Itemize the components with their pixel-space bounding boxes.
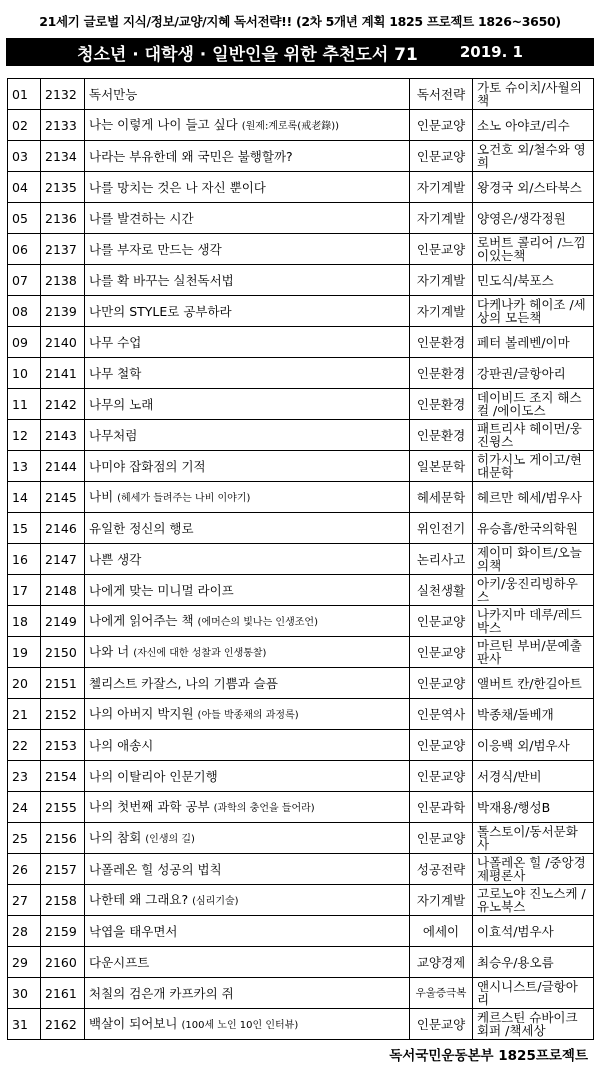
row-number: 12 [8, 420, 41, 451]
row-number: 06 [8, 234, 41, 265]
table-row [8, 854, 594, 885]
book-code: 2155 [41, 792, 85, 823]
book-title-cell [85, 420, 410, 451]
book-author-publisher: 강판권/글항아리 [473, 358, 594, 389]
book-category: 인문교양 [410, 668, 473, 699]
book-category: 인문교양 [410, 606, 473, 637]
table-row [8, 172, 594, 203]
book-category: 인문환경 [410, 420, 473, 451]
book-category: 인문교양 [410, 823, 473, 854]
book-category: 독서전략 [410, 79, 473, 110]
book-author-publisher: 왕경국 외/스타북스 [473, 172, 594, 203]
book-code: 2154 [41, 761, 85, 792]
book-author-publisher: 나카지마 데루/레드박스 [473, 606, 594, 637]
book-title: 나한테 왜 그래요? [89, 891, 189, 907]
book-title-cell [85, 141, 410, 172]
book-title: 나의 첫번째 과학 공부 [89, 798, 210, 814]
book-code: 2135 [41, 172, 85, 203]
book-author-publisher: 고로노야 진노스케 /유노북스 [473, 885, 594, 916]
row-number: 02 [8, 110, 41, 141]
table-row [8, 606, 594, 637]
book-category: 성공전략 [410, 854, 473, 885]
table-row [8, 513, 594, 544]
table-row [8, 823, 594, 854]
book-title-cell [85, 358, 410, 389]
book-author-publisher: 케르스틴 슈바이크회퍼 /책세상 [473, 1009, 594, 1040]
row-number: 17 [8, 575, 41, 606]
book-code: 2137 [41, 234, 85, 265]
book-code: 2162 [41, 1009, 85, 1040]
book-category: 실천생활 [410, 575, 473, 606]
table-row [8, 358, 594, 389]
row-number: 03 [8, 141, 41, 172]
row-number: 11 [8, 389, 41, 420]
book-category: 인문환경 [410, 358, 473, 389]
book-title: 나무의 노래 [89, 396, 154, 412]
book-title-cell [85, 482, 410, 513]
book-author-publisher: 이응백 외/범우사 [473, 730, 594, 761]
book-category: 위인전기 [410, 513, 473, 544]
row-number: 29 [8, 947, 41, 978]
book-title: 첼리스트 카잘스, 나의 기쁨과 슬픔 [89, 675, 278, 691]
row-number: 19 [8, 637, 41, 668]
book-code: 2139 [41, 296, 85, 327]
book-author-publisher: 앨버트 칸/한길아트 [473, 668, 594, 699]
table-row [8, 265, 594, 296]
book-title: 나무 철학 [89, 365, 142, 381]
book-title-cell [85, 854, 410, 885]
book-author-publisher: 유승흠/한국의학원 [473, 513, 594, 544]
book-title: 나를 부자로 만드는 생각 [89, 241, 222, 257]
book-author-publisher: 마르틴 부버/문예출판사 [473, 637, 594, 668]
book-title-cell [85, 761, 410, 792]
book-category: 인문교양 [410, 1009, 473, 1040]
book-title: 나무 수업 [89, 334, 142, 350]
row-number: 07 [8, 265, 41, 296]
book-category: 인문교양 [410, 730, 473, 761]
row-number: 18 [8, 606, 41, 637]
table-row [8, 482, 594, 513]
book-title-cell [85, 885, 410, 916]
book-title-cell [85, 916, 410, 947]
book-subtitle: (심리기술) [192, 895, 239, 907]
book-code: 2138 [41, 265, 85, 296]
table-row [8, 575, 594, 606]
row-number: 05 [8, 203, 41, 234]
book-category: 인문교양 [410, 141, 473, 172]
book-author-publisher: 최승우/용오름 [473, 947, 594, 978]
row-number: 14 [8, 482, 41, 513]
book-title-cell [85, 389, 410, 420]
book-code: 2161 [41, 978, 85, 1009]
book-title: 나의 애송시 [89, 737, 154, 753]
book-category: 자기계발 [410, 172, 473, 203]
book-title: 나폴레온 힐 성공의 법칙 [89, 861, 222, 877]
book-title: 나의 이탈리아 인문기행 [89, 768, 218, 784]
row-number: 26 [8, 854, 41, 885]
table-row [8, 761, 594, 792]
table-row [8, 699, 594, 730]
row-number: 30 [8, 978, 41, 1009]
book-category: 인문교양 [410, 234, 473, 265]
table-row [8, 637, 594, 668]
header-subtitle: 21세기 글로벌 지식/정보/교양/지혜 독서전략!! (2차 5개년 계획 1825 프로젝트 1826~3650) [39, 14, 561, 29]
table-row [8, 79, 594, 110]
book-subtitle: (인생의 길) [145, 833, 195, 845]
table-row [8, 544, 594, 575]
book-category: 일본문학 [410, 451, 473, 482]
book-category: 인문환경 [410, 327, 473, 358]
book-title-cell [85, 730, 410, 761]
book-author-publisher: 앤시니스트/글항아리 [473, 978, 594, 1009]
book-category: 논리사고 [410, 544, 473, 575]
book-category: 자기계발 [410, 296, 473, 327]
row-number: 09 [8, 327, 41, 358]
table-row [8, 327, 594, 358]
book-code: 2157 [41, 854, 85, 885]
table-row [8, 916, 594, 947]
book-author-publisher: 헤르만 헤세/범우사 [473, 482, 594, 513]
book-title: 나를 확 바꾸는 실천독서법 [89, 272, 234, 288]
title-banner [6, 38, 594, 66]
book-title-cell [85, 327, 410, 358]
book-category: 인문교양 [410, 110, 473, 141]
book-code: 2144 [41, 451, 85, 482]
book-title-cell [85, 637, 410, 668]
row-number: 31 [8, 1009, 41, 1040]
footer-organization: 독서국민운동본부 1825프로젝트 [389, 1048, 588, 1064]
book-title: 유일한 정신의 행로 [89, 520, 194, 536]
table-row [8, 110, 594, 141]
book-title-cell [85, 575, 410, 606]
book-title: 나라는 부유한데 왜 국민은 불행할까? [89, 148, 293, 164]
book-author-publisher: 나폴레온 힐 /중앙경제평론사 [473, 854, 594, 885]
row-number: 16 [8, 544, 41, 575]
book-title-cell [85, 110, 410, 141]
row-number: 08 [8, 296, 41, 327]
book-title: 낙엽을 태우면서 [89, 923, 178, 939]
book-author-publisher: 패트리샤 헤이먼/웅진윙스 [473, 420, 594, 451]
book-author-publisher: 가토 슈이치/사월의 책 [473, 79, 594, 110]
book-title-cell [85, 699, 410, 730]
book-title-cell [85, 79, 410, 110]
book-title: 나의 아버지 박지원 [89, 705, 194, 721]
book-code: 2150 [41, 637, 85, 668]
row-number: 21 [8, 699, 41, 730]
book-title: 나에게 읽어주는 책 [89, 612, 194, 628]
book-code: 2134 [41, 141, 85, 172]
book-author-publisher: 박재용/행성B [473, 792, 594, 823]
book-author-publisher: 로버트 콜리어 /느낌이있는책 [473, 234, 594, 265]
book-title-cell [85, 296, 410, 327]
table-row [8, 730, 594, 761]
row-number: 22 [8, 730, 41, 761]
row-number: 25 [8, 823, 41, 854]
book-author-publisher: 서경식/반비 [473, 761, 594, 792]
table-row [8, 792, 594, 823]
book-code: 2145 [41, 482, 85, 513]
book-code: 2159 [41, 916, 85, 947]
book-author-publisher: 제이미 화이트/오늘의책 [473, 544, 594, 575]
book-subtitle: (아들 박종채의 과정록) [197, 709, 299, 721]
book-subtitle: (원제:계로록(戒老錄)) [241, 120, 339, 132]
book-category: 자기계발 [410, 265, 473, 296]
book-code: 2143 [41, 420, 85, 451]
book-code: 2152 [41, 699, 85, 730]
book-code: 2160 [41, 947, 85, 978]
book-code: 2132 [41, 79, 85, 110]
book-category: 인문교양 [410, 761, 473, 792]
book-title: 독서만능 [89, 86, 138, 102]
book-category: 교양경제 [410, 947, 473, 978]
book-title-cell [85, 513, 410, 544]
book-category: 자기계발 [410, 203, 473, 234]
book-author-publisher: 박종채/돌베개 [473, 699, 594, 730]
book-title-cell [85, 234, 410, 265]
book-code: 2153 [41, 730, 85, 761]
table-row [8, 947, 594, 978]
book-category: 에세이 [410, 916, 473, 947]
table-row [8, 1009, 594, 1040]
book-title: 나는 이렇게 나이 들고 싶다 [89, 116, 238, 132]
table-row [8, 141, 594, 172]
book-title: 나만의 STYLE로 공부하라 [89, 303, 232, 319]
row-number: 27 [8, 885, 41, 916]
book-author-publisher: 다케나카 헤이조 /세상의 모든책 [473, 296, 594, 327]
table-row [8, 389, 594, 420]
book-author-publisher: 소노 아야코/리수 [473, 110, 594, 141]
book-author-publisher: 아키/웅진리빙하우스 [473, 575, 594, 606]
row-number: 01 [8, 79, 41, 110]
book-category: 우울증극복 [410, 978, 473, 1009]
book-category: 인문역사 [410, 699, 473, 730]
book-title-cell [85, 947, 410, 978]
book-title-cell [85, 203, 410, 234]
row-number: 23 [8, 761, 41, 792]
book-subtitle: (에머슨의 빛나는 인생조언) [197, 616, 318, 628]
table-row [8, 978, 594, 1009]
book-title: 나와 너 [89, 643, 130, 659]
book-title: 나의 참회 [89, 829, 142, 845]
book-title-cell [85, 544, 410, 575]
table-row [8, 420, 594, 451]
book-title: 처칠의 검은개 카프카의 쥐 [89, 985, 234, 1001]
book-author-publisher: 데이비드 조지 해스컬 /에이도스 [473, 389, 594, 420]
book-category: 인문과학 [410, 792, 473, 823]
book-title-cell [85, 606, 410, 637]
book-code: 2147 [41, 544, 85, 575]
book-subtitle: (헤세가 들려주는 나비 이야기) [117, 492, 251, 504]
book-subtitle: (자신에 대한 성찰과 인생통찰) [133, 647, 267, 659]
row-number: 13 [8, 451, 41, 482]
book-title: 백살이 되어보니 [89, 1015, 178, 1031]
row-number: 10 [8, 358, 41, 389]
book-title: 나비 [89, 488, 114, 504]
book-code: 2149 [41, 606, 85, 637]
book-category: 헤세문학 [410, 482, 473, 513]
book-subtitle: (과학의 충언을 들어라) [213, 802, 315, 814]
book-title: 나를 발견하는 시간 [89, 210, 194, 226]
book-code: 2148 [41, 575, 85, 606]
book-code: 2142 [41, 389, 85, 420]
row-number: 24 [8, 792, 41, 823]
book-code: 2158 [41, 885, 85, 916]
book-title: 나를 망치는 것은 나 자신 뿐이다 [89, 179, 266, 195]
book-title: 나에게 맞는 미니멀 라이프 [89, 582, 234, 598]
book-author-publisher: 이효석/범우사 [473, 916, 594, 947]
book-title-cell [85, 1009, 410, 1040]
row-number: 20 [8, 668, 41, 699]
book-author-publisher: 민도식/북포스 [473, 265, 594, 296]
book-author-publisher: 페터 볼레벤/이마 [473, 327, 594, 358]
book-title-cell [85, 823, 410, 854]
table-row [8, 668, 594, 699]
book-title-cell [85, 792, 410, 823]
table-row [8, 203, 594, 234]
book-title-cell [85, 978, 410, 1009]
book-title-cell [85, 172, 410, 203]
book-title: 다운시프트 [89, 954, 150, 970]
book-category: 인문교양 [410, 637, 473, 668]
book-category: 자기계발 [410, 885, 473, 916]
book-code: 2136 [41, 203, 85, 234]
book-category: 인문환경 [410, 389, 473, 420]
table-row [8, 296, 594, 327]
book-code: 2146 [41, 513, 85, 544]
book-list-table [7, 78, 594, 1040]
row-number: 28 [8, 916, 41, 947]
book-author-publisher: 양영은/생각정원 [473, 203, 594, 234]
book-title-cell [85, 265, 410, 296]
book-author-publisher: 톨스토이/동서문화사 [473, 823, 594, 854]
book-subtitle: (100세 노인 10인 인터뷰) [181, 1019, 299, 1031]
book-title-cell [85, 668, 410, 699]
book-code: 2133 [41, 110, 85, 141]
book-title: 나미야 잡화점의 기적 [89, 458, 206, 474]
issue-date: 2019. 1 [459, 43, 523, 61]
book-author-publisher: 오건호 외/철수와 영희 [473, 141, 594, 172]
book-code: 2140 [41, 327, 85, 358]
book-title: 나무처럼 [89, 427, 138, 443]
book-author-publisher: 히가시노 게이고/현대문학 [473, 451, 594, 482]
book-code: 2141 [41, 358, 85, 389]
row-number: 04 [8, 172, 41, 203]
table-row [8, 234, 594, 265]
book-code: 2156 [41, 823, 85, 854]
row-number: 15 [8, 513, 41, 544]
book-code: 2151 [41, 668, 85, 699]
page-title: 청소년 · 대학생 · 일반인을 위한 추천도서 71 [77, 44, 418, 65]
table-row [8, 885, 594, 916]
book-title: 나쁜 생각 [89, 551, 142, 567]
book-title-cell [85, 451, 410, 482]
table-row [8, 451, 594, 482]
